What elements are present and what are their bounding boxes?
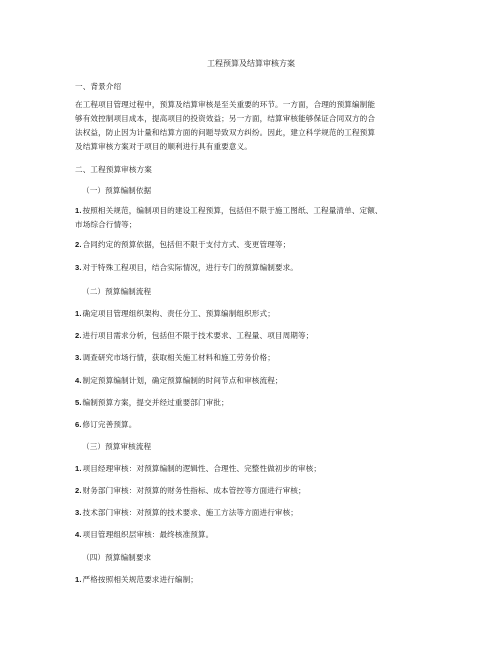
- paragraph-line: 够有效控制项目成本，提高项目的投资效益；另一方面，结算审核能够保证合同双方的合: [75, 114, 376, 123]
- list-item: [75, 309, 275, 319]
- list-item-text: 修订完善预算。: [82, 420, 137, 429]
- list-item-text: 编制预算方案，提交并经过重要部门审批；: [82, 398, 229, 407]
- list-number: 3.: [75, 508, 82, 517]
- list-item-text: 财务部门审核：对预算的财务性指标、成本管控等方面进行审核；: [82, 486, 306, 495]
- section-heading-background: 一、背景介绍: [75, 82, 122, 91]
- list-item-continuation: 市场综合行情等；: [75, 220, 137, 229]
- subsection-heading-review-flow: （三）预算审核流程: [82, 442, 152, 451]
- list-number: 2.: [75, 240, 82, 249]
- paragraph-line: 及结算审核方案对于项目的顺利进行具有重要意义。: [75, 142, 252, 151]
- list-number: 3.: [75, 353, 82, 362]
- list-item-text: 制定预算编制计划，确定预算编制的时间节点和审核流程；: [82, 376, 283, 385]
- list-item: [75, 331, 313, 341]
- paragraph-line: 在工程项目管理过程中，预算及结算审核是至关重要的环节。一方面，合理的预算编制能: [75, 100, 376, 109]
- document-title: 工程预算及结算审核方案: [207, 59, 295, 68]
- list-item: [75, 353, 275, 363]
- list-number: 5.: [75, 398, 82, 407]
- list-number: 2.: [75, 331, 82, 340]
- list-item-text: 项目管理组织层审核：最终核准预算。: [82, 530, 214, 539]
- list-item: [75, 464, 321, 474]
- subsection-heading-requirements: （四）预算编制要求: [82, 553, 152, 562]
- list-item-text: 合同约定的预算依据，包括但不限于支付方式、变更管理等；: [82, 240, 291, 249]
- list-number: 6.: [75, 420, 82, 429]
- list-item: [75, 420, 136, 430]
- list-number: 1.: [75, 575, 82, 584]
- section-heading-budget-review: 二、工程预算审核方案: [75, 165, 152, 174]
- list-item-text: 技术部门审核：对预算的技术要求、施工方法等方面进行审核；: [82, 508, 298, 517]
- list-number: 2.: [75, 486, 82, 495]
- list-item-text: 进行项目需求分析，包括但不限于技术要求、工程量、项目周期等；: [82, 331, 314, 340]
- list-item-text: 确定项目管理组织架构、责任分工、预算编制组织形式；: [82, 309, 275, 318]
- list-number: 3.: [75, 263, 82, 272]
- list-item: [75, 530, 213, 540]
- subsection-heading-basis: （一）预算编制依据: [82, 186, 152, 195]
- list-item-text: 按照相关规范，编制项目的建设工程预算，包括但不限于施工图纸、工程量清单、定额、: [82, 206, 383, 215]
- list-item: [75, 508, 298, 518]
- list-item: [75, 398, 229, 408]
- list-number: 1.: [75, 309, 82, 318]
- list-item: [75, 206, 383, 216]
- list-number: 4.: [75, 530, 82, 539]
- subsection-heading-process: （二）预算编制流程: [82, 287, 152, 296]
- list-number: 1.: [75, 206, 82, 215]
- list-item-text: 对于特殊工程项目，结合实际情况，进行专门的预算编制要求。: [82, 263, 298, 272]
- list-number: 4.: [75, 376, 82, 385]
- list-item-text: 严格按照相关规范要求进行编制；: [82, 575, 198, 584]
- list-item-text: 项目经理审核：对预算编制的逻辑性、合理性、完整性做初步的审核；: [82, 464, 322, 473]
- list-item: [75, 376, 283, 386]
- list-number: 1.: [75, 464, 82, 473]
- paragraph-line: 法权益，防止因为计量和结算方面的问题导致双方纠纷。因此，建立科学规范的工程预算: [75, 128, 376, 137]
- list-item: [75, 575, 198, 585]
- list-item: [75, 486, 306, 496]
- list-item-text: 调查研究市场行情，获取相关施工材料和施工劳务价格；: [82, 353, 275, 362]
- list-item: [75, 263, 298, 273]
- list-item: [75, 240, 290, 250]
